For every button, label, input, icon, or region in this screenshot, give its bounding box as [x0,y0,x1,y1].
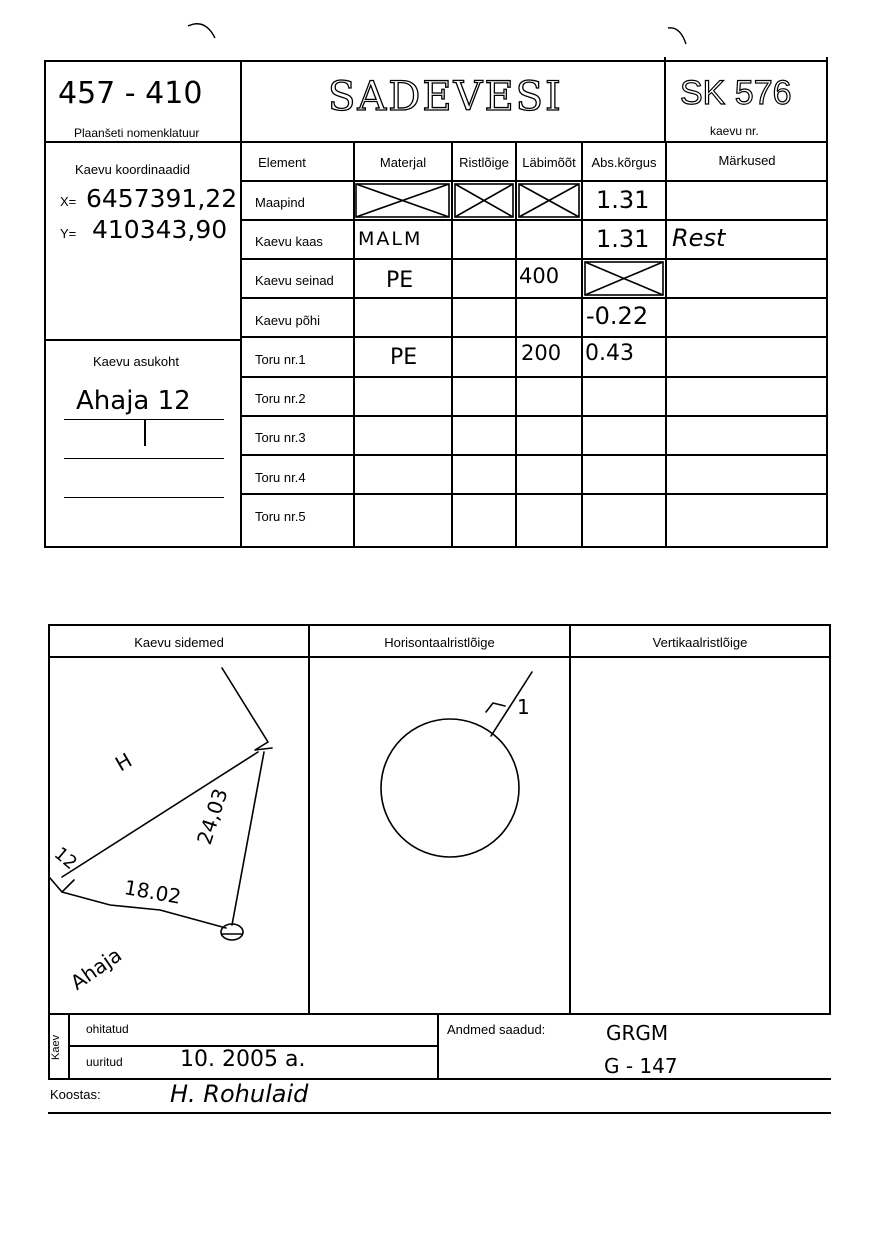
measured-value: 10. 2005 a. [180,1047,306,1072]
well-label: Kaev [50,1034,62,1060]
diameter-pipe-1: 200 [521,341,562,365]
remarks-cover: Rest [672,224,726,252]
well-number-value: SK 576 [680,74,792,112]
location-label: Kaevu asukoht [93,354,180,369]
sketch-dim-c: 12 [49,843,81,874]
sketch-dim-b: 18.02 [122,875,183,909]
coordinates-label: Kaevu koordinaadid [75,162,190,177]
table-row-element: Toru nr.1 [255,352,306,367]
panel-horizontal-section-label: Horisontaalristlõige [384,635,495,650]
elevation-pipe-1: 0.43 [585,341,634,366]
table-row-element: Toru nr.5 [255,509,306,524]
elevation-bottom: -0.22 [586,302,649,330]
header-diameter: Läbimõõt [522,155,576,170]
form-title: SADEVESI [328,74,563,120]
sketch-mark: H [111,747,137,777]
y-label: Y= [60,226,77,241]
material-cover: MALM [358,228,423,250]
table-row-element: Toru nr.2 [255,391,306,406]
well-number-label: kaevu nr. [710,124,759,138]
compiled-value: H. Rohulaid [170,1080,309,1108]
y-value: 410343,90 [92,215,228,244]
x-label: X= [60,194,77,209]
nomenclature-value: 457 - 410 [58,76,203,111]
data-obtained-label: Andmed saadud: [447,1022,546,1037]
header-material: Materjal [379,155,427,170]
table-row-element: Toru nr.3 [255,430,306,445]
table-row-element: Kaevu põhi [255,313,321,328]
elevation-ground: 1.31 [596,186,650,214]
nomenclature-label: Plaanšeti nomenklatuur [74,126,200,140]
compiled-label: Koostas: [50,1087,101,1102]
sketch-dim-a: 24,03 [192,785,233,848]
header-element: Element [258,155,306,170]
header-cross-section: Ristlõige [459,155,509,170]
x-value: 6457391,22 [86,184,238,213]
table-row-element: Toru nr.4 [255,470,306,485]
pipe-label: 1 [517,695,530,719]
elevation-cover: 1.31 [596,225,650,253]
inspected-label: ohitatud [86,1022,129,1036]
panel-connections-label: Kaevu sidemed [134,635,224,650]
header-elevation: Abs.kõrgus [591,155,657,170]
table-row-element: Kaevu seinad [255,273,334,288]
table-row-element: Maapind [255,195,305,210]
material-walls: PE [386,268,414,293]
measured-label: uuritud [86,1055,123,1069]
header-remarks: Märkused [718,153,776,168]
material-pipe-1: PE [390,345,418,370]
location-value: Ahaja 12 [76,386,191,416]
data-obtained-value-2: G - 147 [604,1054,678,1078]
diameter-walls: 400 [519,264,560,288]
data-obtained-value-1: GRGM [606,1021,669,1045]
sketch-place: Ahaja [66,942,126,995]
table-row-element: Kaevu kaas [255,234,323,249]
panel-vertical-section-label: Vertikaalristlõige [652,635,748,650]
